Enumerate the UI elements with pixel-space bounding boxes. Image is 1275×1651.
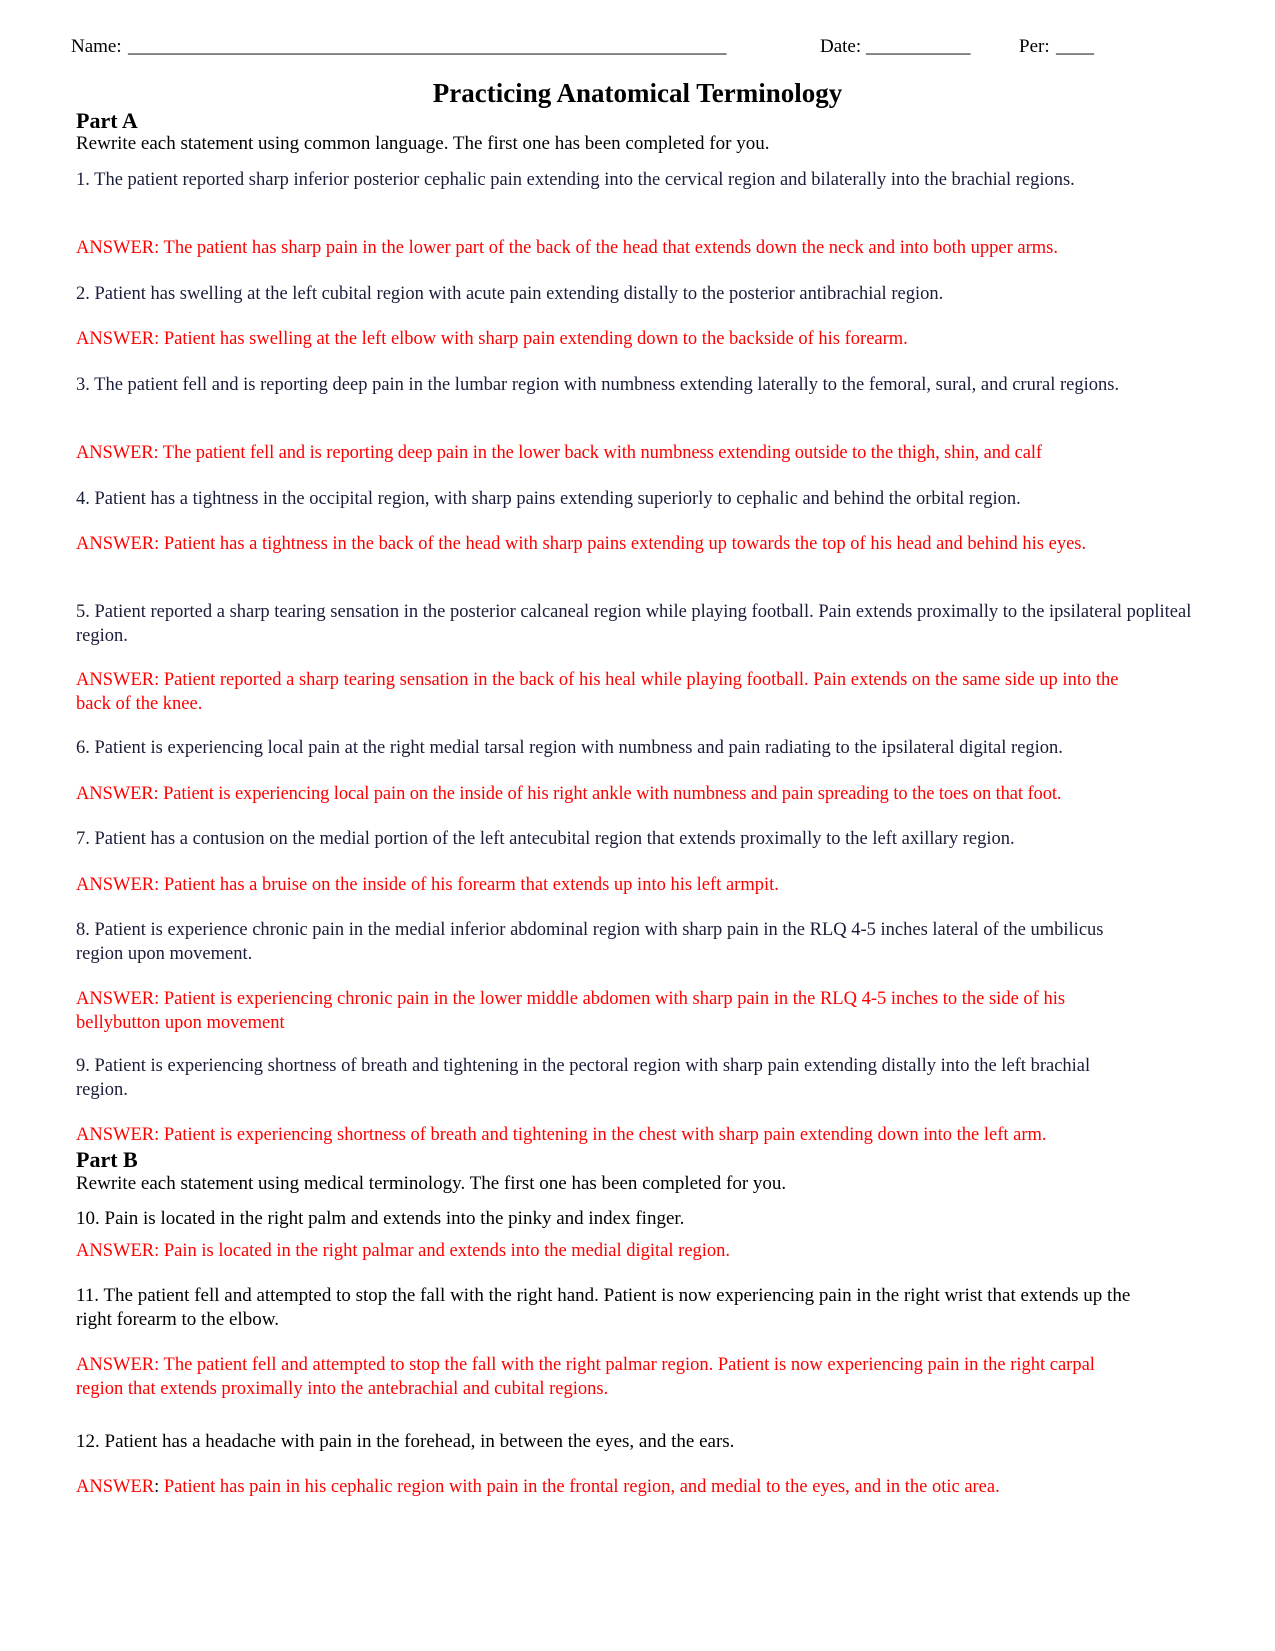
answer-9: ANSWER: Patient is experiencing shortness of breath and tightening in the chest with sharp pain extending down into the left arm.	[76, 1125, 1047, 1145]
part-a-heading: Part A	[76, 108, 138, 133]
date-label: Date:	[820, 36, 862, 57]
answer-2: ANSWER: Patient has swelling at the left elbow with sharp pain extending down to the backside of his forearm.	[76, 329, 908, 349]
answer-4: ANSWER: Patient has a tightness in the back of the head with sharp pains extending up towards the top of his head and behind his eyes.	[76, 534, 1087, 554]
per-blank: ____	[1056, 36, 1094, 57]
question-6: 6. Patient is experiencing local pain at the right medial tarsal region with numbness and pain radiating to the ipsilateral digital region.	[76, 738, 1063, 758]
question-2: 2. Patient has swelling at the left cubital region with acute pain extending distally to the posterior antibrachial region.	[76, 284, 944, 304]
date-blank: ___________	[866, 36, 971, 57]
name-label: Name:	[71, 36, 122, 57]
answer-12-label: ANSWER	[76, 1477, 155, 1497]
answer-5: ANSWER: Patient reported a sharp tearing sensation in the back of his heal while playing football. Pain extends on the same side up into the back of the knee.	[76, 670, 1119, 714]
question-7: 7. Patient has a contusion on the medial portion of the left antecubital region that extends proximally to the left axillary region.	[76, 829, 1015, 849]
question-8: 8. Patient is experience chronic pain in the medial inferior abdominal region with sharp pain in the RLQ 4-5 inches lateral of the umbilicus region upon movement.	[76, 920, 1104, 964]
question-1: 1. The patient reported sharp inferior posterior cephalic pain extending into the cervical region and bilaterally into the brachial regions.	[76, 170, 1075, 190]
answer-12-text: Patient has pain in his cephalic region with pain in the frontal region, and medial to the eyes, and in the otic area.	[159, 1477, 1000, 1497]
answer-8: ANSWER: Patient is experiencing chronic pain in the lower middle abdomen with sharp pain in the RLQ 4-5 inches to the side of his bellybutton upon movement	[76, 989, 1066, 1033]
per-label: Per:	[1019, 36, 1050, 57]
question-5: 5. Patient reported a sharp tearing sensation in the posterior calcaneal region while playing football. Pain extends proximally to the ipsilateral popliteal region.	[76, 602, 1192, 646]
question-3: 3. The patient fell and is reporting deep pain in the lumbar region with numbness extending laterally to the femoral, sural, and crural regions.	[76, 375, 1120, 395]
question-11: 11. The patient fell and attempted to stop the fall with the right hand. Patient is now experiencing pain in the right wrist that extends up the right forearm to the elbow.	[76, 1285, 1131, 1330]
name-blank: _______________________________________________________________	[128, 36, 727, 57]
answer-6: ANSWER: Patient is experiencing local pain on the inside of his right ankle with numbness and pain spreading to the toes on that foot.	[76, 784, 1062, 804]
answer-3: ANSWER: The patient fell and is reporting deep pain in the lower back with numbness extending outside to the thigh, shin, and calf	[76, 443, 1042, 463]
part-a-instructions: Rewrite each statement using common language. The first one has been completed for you.	[76, 133, 770, 154]
answer-12-colon: :	[154, 1477, 160, 1497]
page-title: Practicing Anatomical Terminology	[432, 78, 843, 108]
answer-11: ANSWER: The patient fell and attempted to stop the fall with the right palmar region. Patient is now experiencing pain in the right carpal region that extends proximally into the antebrachial and cubital regions.	[76, 1355, 1095, 1399]
answer-10: ANSWER: Pain is located in the right palmar and extends into the medial digital region.	[76, 1241, 731, 1261]
question-9: 9. Patient is experiencing shortness of breath and tightening in the pectoral region with sharp pain extending distally into the left brachial region.	[76, 1056, 1091, 1100]
answer-12	[76, 1475, 1216, 1499]
answer-7: ANSWER: Patient has a bruise on the inside of his forearm that extends up into his left armpit.	[76, 875, 779, 895]
question-10: 10. Pain is located in the right palm and extends into the pinky and index finger.	[76, 1208, 685, 1229]
question-4: 4. Patient has a tightness in the occipital region, with sharp pains extending superiorly to cephalic and behind the orbital region.	[76, 489, 1021, 509]
part-b-heading: Part B	[76, 1147, 138, 1172]
answer-1: ANSWER: The patient has sharp pain in the lower part of the back of the head that extends down the neck and into both upper arms.	[76, 238, 1058, 258]
part-b-instructions: Rewrite each statement using medical terminology. The first one has been completed for you.	[76, 1173, 787, 1194]
question-12: 12. Patient has a headache with pain in the forehead, in between the eyes, and the ears.	[76, 1431, 735, 1452]
